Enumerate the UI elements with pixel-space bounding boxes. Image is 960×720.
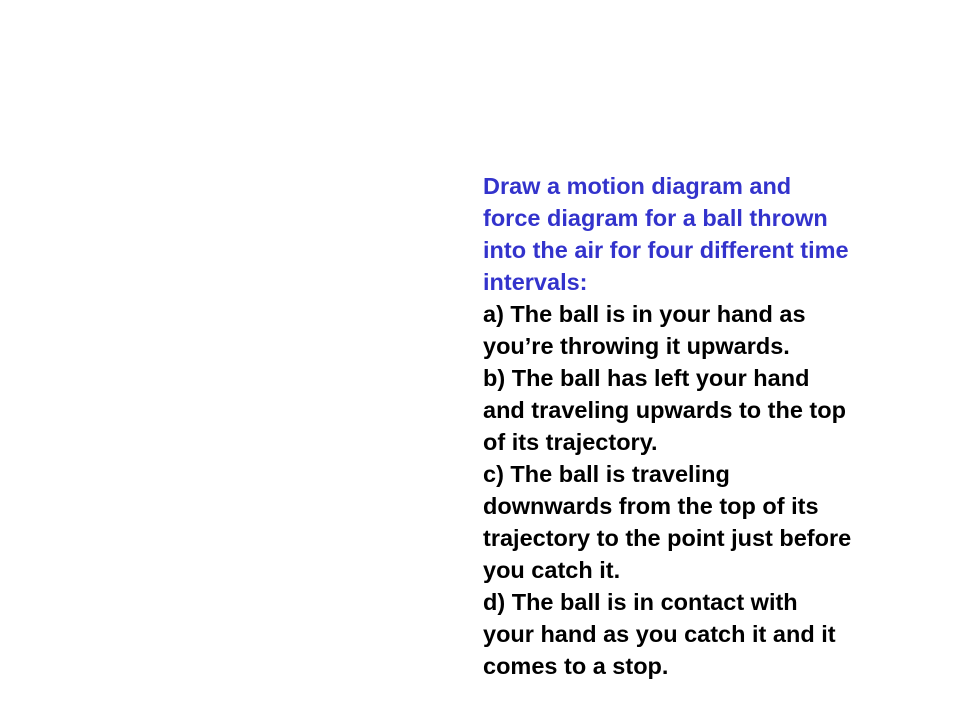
item-line: and traveling upwards to the top	[483, 397, 846, 423]
question-item-d	[483, 586, 923, 682]
item-line: you catch it.	[483, 557, 621, 583]
item-line: trajectory to the point just before	[483, 525, 852, 551]
prompt-line: force diagram for a ball thrown	[483, 205, 828, 231]
question-prompt	[483, 170, 923, 298]
prompt-line: into the air for four different time	[483, 237, 849, 263]
question-item-b	[483, 362, 923, 458]
item-line: d) The ball is in contact with	[483, 589, 798, 615]
item-line: b) The ball has left your hand	[483, 365, 810, 391]
item-line: your hand as you catch it and it	[483, 621, 836, 647]
question-item-c	[483, 458, 923, 586]
question-item-a	[483, 298, 923, 362]
item-line: downwards from the top of its	[483, 493, 819, 519]
question-text-block	[483, 170, 923, 682]
item-line: a) The ball is in your hand as	[483, 301, 806, 327]
prompt-line: intervals:	[483, 269, 588, 295]
prompt-line: Draw a motion diagram and	[483, 173, 792, 199]
item-line: of its trajectory.	[483, 429, 658, 455]
item-line: c) The ball is traveling	[483, 461, 730, 487]
item-line: comes to a stop.	[483, 653, 669, 679]
item-line: you’re throwing it upwards.	[483, 333, 790, 359]
